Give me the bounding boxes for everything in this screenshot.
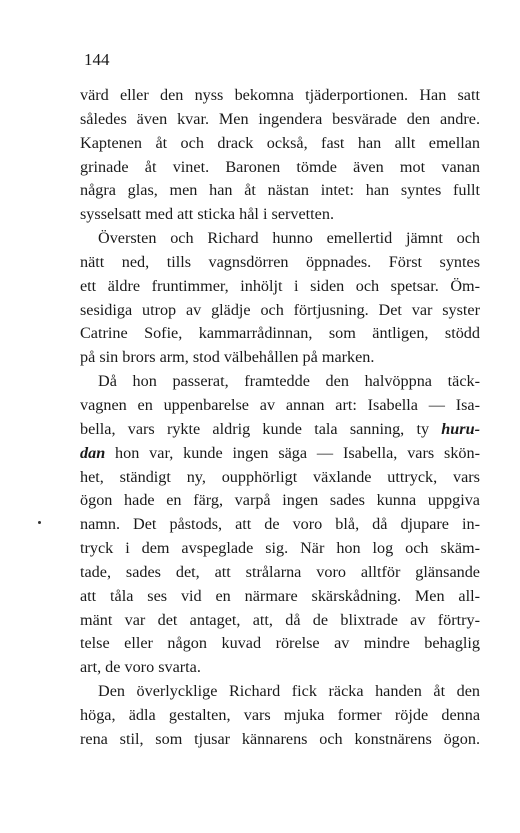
line-text: namn. Det påstods, att de voro blå, då djupare in-: [80, 515, 480, 534]
line-text: vagnen en uppenbarelse av annan art: Isabella — Isa-: [80, 395, 480, 414]
line-text: rena stil, som tjusar kännarens och konstnärens ögon.: [80, 729, 480, 748]
text-line: [80, 442, 480, 466]
text-line: [80, 370, 480, 394]
italic-word: huru-: [441, 419, 480, 438]
text-line: [80, 299, 480, 323]
text-line: [80, 513, 480, 537]
text-line: [80, 680, 480, 704]
text-line: [80, 656, 480, 680]
margin-mark: [38, 521, 41, 524]
line-text: hon var, kunde ingen säga — Isabella, vars skön-: [105, 443, 480, 462]
text-line: [80, 585, 480, 609]
line-text: tade, sades det, att strålarna voro alltför glänsande: [80, 562, 480, 581]
text-line: [80, 132, 480, 156]
page-number: 144: [84, 50, 110, 69]
text-line: [80, 561, 480, 585]
line-text: på sin brors arm, stod välbehållen på marken.: [80, 348, 375, 367]
line-text: het, ständigt ny, oupphörligt växlande uttryck, vars: [80, 467, 480, 486]
text-line: [80, 108, 480, 132]
text-line: [80, 632, 480, 656]
line-text: sesidiga utrop av glädje och förtjusning. Det var syster: [80, 300, 480, 319]
line-text: nätt ned, tills vagnsdörren öppnades. Först syntes: [80, 252, 480, 271]
text-line: [80, 203, 480, 227]
text-line: [80, 156, 480, 180]
text-line: [80, 704, 480, 728]
line-text: tryck i dem avspeglade sig. När hon log och skäm-: [80, 539, 480, 558]
text-line: [80, 394, 480, 418]
text-line: [80, 609, 480, 633]
text-line: [80, 84, 480, 108]
text-line: [80, 418, 480, 442]
body-text: [80, 84, 480, 752]
line-text: ögon hade en färg, varpå ingen sades kunna uppgiva: [80, 491, 480, 510]
line-text: Kaptenen åt och drack också, fast han allt emellan: [80, 133, 480, 152]
italic-word: dan: [80, 443, 106, 462]
text-line: [80, 537, 480, 561]
text-line: [80, 179, 480, 203]
text-line: [80, 728, 480, 752]
text-line: [80, 322, 480, 346]
text-line: [80, 489, 480, 513]
line-text: Catrine Sofie, kammarrådinnan, som äntligen, stödd: [80, 324, 480, 343]
text-line: [80, 251, 480, 275]
line-text: ett äldre fruntimmer, inhöljt i siden och spetsar. Öm-: [80, 276, 480, 295]
line-text: Då hon passerat, framtedde den halvöppna täck-: [98, 372, 480, 391]
line-text: sysselsatt med att sticka hål i servetten.: [80, 205, 334, 224]
line-text: höga, ädla gestalten, vars mjuka former röjde denna: [80, 705, 480, 724]
line-text: att tåla ses vid en närmare skärskådning. Men all-: [80, 586, 480, 605]
text-line: [80, 275, 480, 299]
line-text: art, de voro svarta.: [80, 658, 201, 677]
text-line: [80, 346, 480, 370]
line-text: grinade åt vinet. Baronen tömde även mot vanan: [80, 157, 480, 176]
line-text: telse eller någon kuvad rörelse av mindre behaglig: [80, 634, 480, 653]
line-text: mänt var det antaget, att, då de blixtrade av förtry-: [80, 610, 480, 629]
line-text: några glas, men han åt nästan intet: han syntes fullt: [80, 181, 480, 200]
line-text: Översten och Richard hunno emellertid jämnt och: [98, 229, 480, 248]
text-line: [80, 227, 480, 251]
line-text: värd eller den nyss bekomna tjäderportionen. Han satt: [80, 86, 480, 104]
line-text: således även kvar. Men ingendera besvärade den andre.: [80, 109, 480, 128]
line-text: Den överlycklige Richard fick räcka handen åt den: [98, 682, 480, 701]
line-text: bella, vars rykte aldrig kunde tala sanning, ty: [80, 419, 430, 438]
text-line: [80, 466, 480, 490]
